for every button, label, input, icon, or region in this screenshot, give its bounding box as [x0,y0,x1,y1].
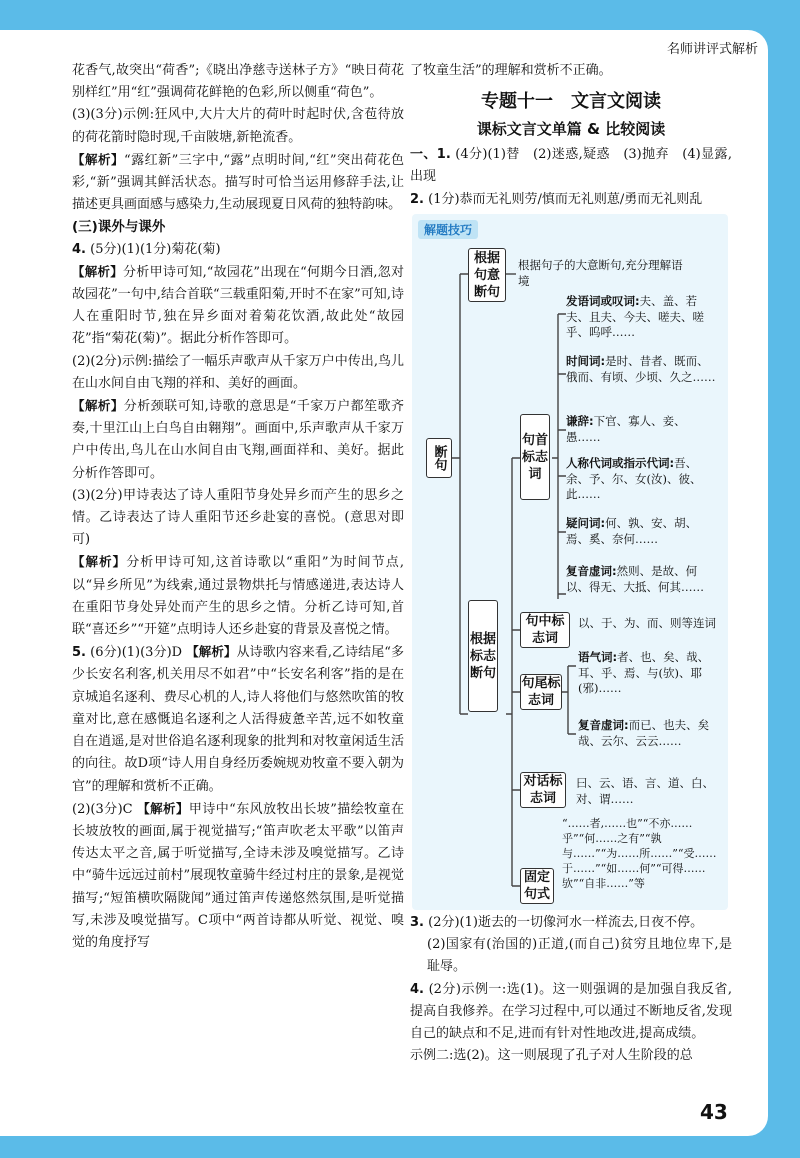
leaf-key: 复音虚词: [578,718,629,732]
child-node-fixed: 固定句式 [520,868,554,904]
leaf-middle: 以、于、为、而、则等连词 [578,616,716,630]
branch-node-markers: 根据标志断句 [468,600,498,712]
header-tag: 名师讲评式解析 [666,42,758,57]
paragraph [72,149,404,217]
page-number: 43 [700,1100,728,1124]
leaf-end-0 [578,650,720,697]
analysis-tag: 【解析】 [72,151,124,167]
question-1 [410,144,732,188]
child-node-middle: 句中标志词 [520,612,570,648]
leaf-fixed: “……者,……也”“不亦……乎”“何……之有”“孰与……”“为……所……”“受……于……”“如……何”“可得……欤”“自非……”等 [562,817,717,890]
sentence-break-diagram [412,214,728,910]
leaf-value: 吾、余、予、尔、女(汝)、彼、此…… [566,456,702,501]
analysis-text: 分析甲诗可知,这首诗歌以“重阳”为时间节点,以“异乡所见”为线索,通过景物烘托与情感递进,表达诗人在重阳节身处异处而产生的思乡之情。分析乙诗可知,首联“喜还乡”“开筵”点明诗人还乡赴宴的背景及喜悦之情。 [72,555,404,638]
leaf-start-1 [566,354,716,385]
question-number: 2. [410,191,424,207]
root-node: 断句 [426,438,452,478]
left-column [72,60,404,954]
leaf-value: 夫、盖、若夫、且夫、今夫、嗟夫、嗟乎、呜呼…… [566,294,704,339]
section-prefix: 一、 [410,147,437,163]
question-number: 1. [436,147,451,163]
paragraph: (3)(2分)甲诗表达了诗人重阳节身处异乡而产生的思乡之情。乙诗表达了诗人重阳节还乡赴宴的喜悦。(意思对即可) [72,487,404,548]
paragraph: (2)(2分)示例:描绘了一幅乐声歌声从千家万户中传出,鸟儿在山水间自由飞翔的祥和、美好的画面。 [72,353,404,391]
analysis-text: “露红新”三字中,“露”点明时间,“红”突出荷花色彩,“新”强调其鲜活状态。描写时可恰当运用修辞手法,让描述更具画面感与感染力,生动展现夏日风荷的独特韵味。 [72,152,404,213]
child-node-start: 句首标志词 [520,414,550,500]
leaf-key: 谦辞: [566,414,594,428]
leaf-key: 时间词: [566,354,606,368]
child-node-end: 句尾标志词 [521,676,561,708]
diagram-label: 解题技巧 [418,220,478,239]
leaf-meaning: 根据句子的大意断句,充分理解语境 [518,258,683,288]
answer-text: (2分)示例一:选(1)。这一则强调的是加强自我反省,提高自我修养。在学习过程中,可以通过不断地反省,发现自己的缺点和不足,进而有针对性地改进,提高成绩。 [410,981,733,1042]
leaf-value: 然则、是故、何以、得无、大抵、何其…… [566,564,704,594]
leaf-key: 语气词: [578,650,618,664]
paragraph [72,798,404,954]
leaf-start-4 [566,516,716,547]
answer-text: (6分)(1)(3分)D [90,645,183,661]
analysis-tag: 【解析】 [72,398,124,414]
leaf-start-2 [566,414,716,445]
question-number: 5. [72,645,86,661]
leaf-start-5 [566,564,716,595]
leaf-value: 何、孰、安、胡、焉、奚、奈何…… [566,516,698,546]
right-column [410,60,732,211]
question-number: 4. [72,241,86,257]
question-2 [410,189,732,211]
analysis-tag: 【解析】 [72,263,124,279]
question-4 [410,979,732,1046]
question-number: 4. [410,981,424,997]
question-5 [72,641,404,797]
analysis-text: 从诗歌内容来看,乙诗结尾“多少长安名利客,机关用尽不如君”中“长安名利客”指的是在京城追名逐利、费尽心机的人,诗人将他们与悠然吹笛的牧童对比,意在感慨追名逐利之人活得疲惫辛苦,远不如牧童自在逍遥,是对世俗追名逐利现象的批判和对牧童闲适生活的向往。故D项“诗人用自身经历委婉规劝牧童不要入朝为官”的理解和赏析不正确。 [72,645,404,794]
answer-text: (5分)(1)(1分)菊花(菊) [90,241,221,257]
paragraph: (3)(3分)示例:狂风中,大片大片的荷叶时起时伏,含苞待放的荷花箭时隐时现,千亩陂塘,新艳流香。 [72,107,404,145]
analysis-text: 分析甲诗可知,“故园花”出现在“何期今日酒,忽对故园花”一句中,结合首联“三载重阳菊,开时不在家”可知,诗人在重阳时节,独在异乡面对着菊花饮酒,故此处“故园花”指“菊花(菊)”。据此分析作答即可。 [72,264,404,347]
paragraph: 了牧童生活”的理解和赏析不正确。 [410,63,612,78]
paragraph: 示例二:选(2)。这一则展现了孔子对人生阶段的总 [410,1048,693,1064]
answer-text: (2分)(1)逝去的一切像河水一样流去,日夜不停。 [428,915,704,930]
answer-text: (4分)(1)替 (2)迷惑,疑惑 (3)抛弃 (4)显露,出现 [410,147,732,185]
child-node-dialogue: 对话标志词 [520,772,566,808]
answer-text: (2)(3分)C [72,801,133,817]
paragraph: (2)国家有(治国的)正道,(而自己)贫穷且地位卑下,是耻辱。 [427,937,732,975]
question-4 [72,239,404,261]
analysis-tag: 【解析】 [137,800,189,816]
leaf-value: 下官、寡人、妾、愚…… [566,414,686,444]
analysis-text: 甲诗中“东风放牧出长坡”描绘牧童在长坡放牧的画面,属于视觉描写;“笛声吹老太平歌”以笛声传达太平之音,属于听觉描写,全诗未涉及嗅觉描写。乙诗中“骑牛远远过前村”展现牧童骑牛经过村庄的景象,是视觉描写;“短笛横吹隔陇闻”通过笛声传递悠然氛围,是听觉描写,未涉及嗅觉描写。C项中“两首诗都从听觉、视觉、嗅觉的角度抒写 [72,801,404,950]
branch-node-meaning: 根据句意断句 [468,248,506,302]
leaf-value: 是时、昔者、既而、俄而、有顷、少顷、久之…… [566,354,716,384]
leaf-key: 复音虚词: [566,564,617,578]
leaf-key: 发语词或叹词: [566,294,640,308]
paragraph [72,395,404,485]
section-title: (三)课外与课外 [72,219,166,236]
paragraph [72,261,404,351]
leaf-key: 人称代词或指示代词: [566,456,675,470]
analysis-tag: 【解析】 [186,644,237,660]
topic-title: 专题十一 文言文阅读 [481,91,661,113]
right-column-bottom [410,912,732,1067]
paragraph: 花香气,故突出“荷香”;《晓出净慈寺送林子方》“映日荷花别样红”用“红”强调荷花鲜艳的色彩,所以侧重“荷色”。 [72,63,404,101]
topic-subtitle: 课标文言文单篇 & 比较阅读 [476,120,666,139]
analysis-text: 分析颈联可知,诗歌的意思是“千家万户都笙歌齐奏,十里江山上白鸟自由翱翔”。画面中,乐声歌声从千家万户中传出,鸟儿在山水间自由飞翔,画面祥和、美好。据此分析作答即可。 [72,399,404,481]
leaf-start-3 [566,456,716,503]
leaf-start-0 [566,294,716,341]
analysis-tag: 【解析】 [72,554,127,570]
question-number: 3. [410,915,424,930]
leaf-dialogue: 曰、云、语、言、道、白、对、谓…… [576,776,714,806]
leaf-end-1 [578,718,720,749]
answer-text: (1分)恭而无礼则劳/慎而无礼则葸/勇而无礼则乱 [428,191,703,207]
leaf-value: 而已、也夫、矣哉、云尔、云云…… [578,718,710,748]
question-3 [410,912,732,934]
paragraph [72,551,404,641]
leaf-value: 者、也、矣、哉、耳、乎、焉、与(欤)、耶(邪)…… [578,650,710,695]
leaf-key: 疑问词: [566,516,606,530]
